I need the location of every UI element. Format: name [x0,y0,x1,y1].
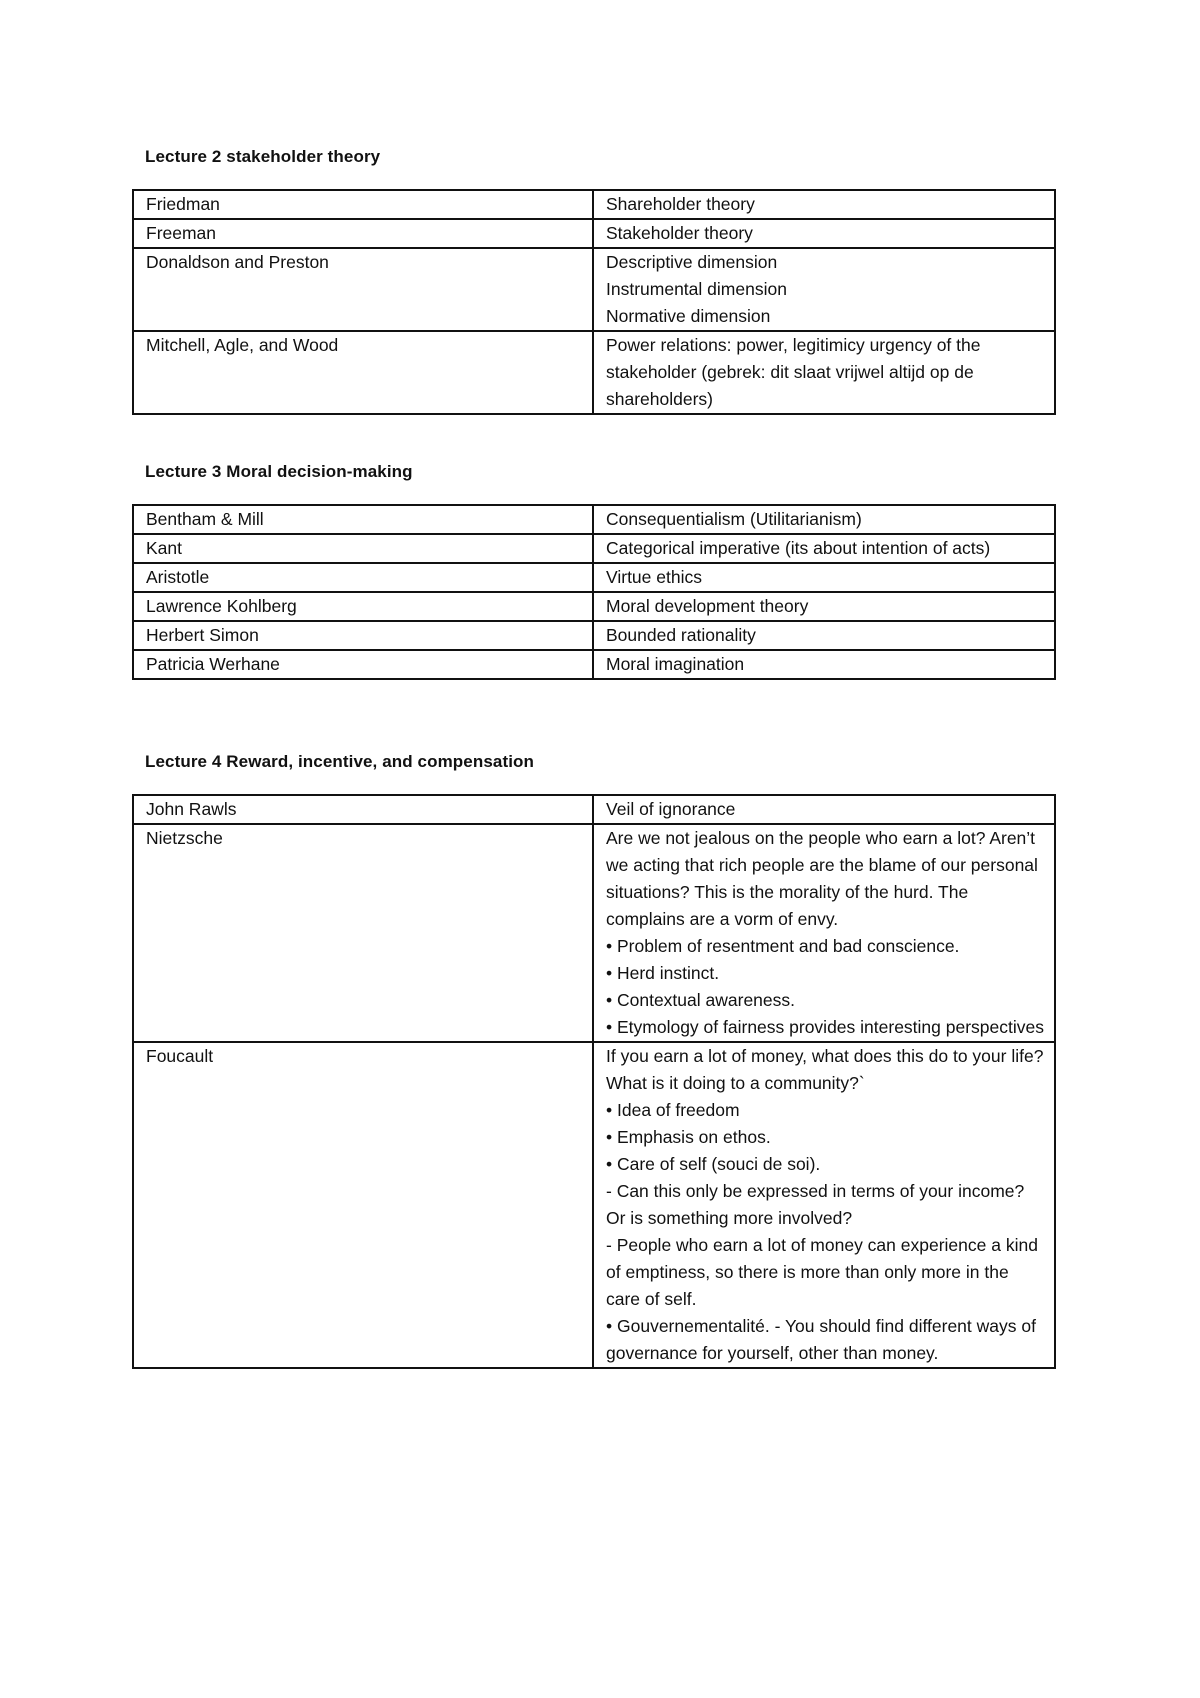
table-row [133,190,1055,219]
theorist-cell: Bentham & Mill [133,505,593,534]
table-row [133,621,1055,650]
theory-cell: Consequentialism (Utilitarianism) [593,505,1055,534]
theory-cell: If you earn a lot of money, what does this do to your life? What is it doing to a community?` • Idea of freedom • Emphasis on ethos. • Care of self (souci de soi). - Can this only be expressed in terms of your income? Or is something more involved? - People who earn a lot of money can experience a kind of emptiness, so there is more than only more in the care of self. • Gouvernementalité. - You should find different ways of governance for yourself, other than money. [593,1042,1055,1368]
lecture-3-table [132,504,1056,680]
lecture-4-table [132,794,1056,1369]
table-row [133,1042,1055,1368]
theory-cell: Bounded rationality [593,621,1055,650]
table-row [133,824,1055,1042]
table-row [133,219,1055,248]
table-row [133,505,1055,534]
table-row [133,534,1055,563]
table-row [133,248,1055,331]
theory-cell: Moral development theory [593,592,1055,621]
table-row [133,795,1055,824]
table-row [133,331,1055,414]
theory-cell: Shareholder theory [593,190,1055,219]
section-heading-lecture-2: Lecture 2 stakeholder theory [145,147,381,166]
theorist-cell: Donaldson and Preston [133,248,593,331]
theory-cell: Virtue ethics [593,563,1055,592]
theorist-cell: Friedman [133,190,593,219]
theorist-cell: Patricia Werhane [133,650,593,679]
theorist-cell: Kant [133,534,593,563]
theorist-cell: Herbert Simon [133,621,593,650]
table-row [133,592,1055,621]
theory-cell: Descriptive dimension Instrumental dimension Normative dimension [593,248,1055,331]
lecture-2-table [132,189,1056,415]
table-row [133,563,1055,592]
section-heading-lecture-3: Lecture 3 Moral decision-making [145,462,413,481]
theorist-cell: Aristotle [133,563,593,592]
theorist-cell: Foucault [133,1042,593,1368]
theory-cell: Are we not jealous on the people who earn a lot? Aren’t we acting that rich people are the blame of our personal situations? This is the morality of the hurd. The complains are a vorm of envy. • Problem of resentment and bad conscience. • Herd instinct. • Contextual awareness. • Etymology of fairness provides interesting perspectives [593,824,1055,1042]
theory-cell: Categorical imperative (its about intention of acts) [593,534,1055,563]
theory-cell: Veil of ignorance [593,795,1055,824]
theory-cell: Stakeholder theory [593,219,1055,248]
theorist-cell: Freeman [133,219,593,248]
section-heading-lecture-4: Lecture 4 Reward, incentive, and compensation [145,752,534,771]
theory-cell: Moral imagination [593,650,1055,679]
theorist-cell: John Rawls [133,795,593,824]
theory-cell: Power relations: power, legitimicy urgency of the stakeholder (gebrek: dit slaat vrijwel altijd op de shareholders) [593,331,1055,414]
theorist-cell: Mitchell, Agle, and Wood [133,331,593,414]
theorist-cell: Nietzsche [133,824,593,1042]
table-row [133,650,1055,679]
theorist-cell: Lawrence Kohlberg [133,592,593,621]
